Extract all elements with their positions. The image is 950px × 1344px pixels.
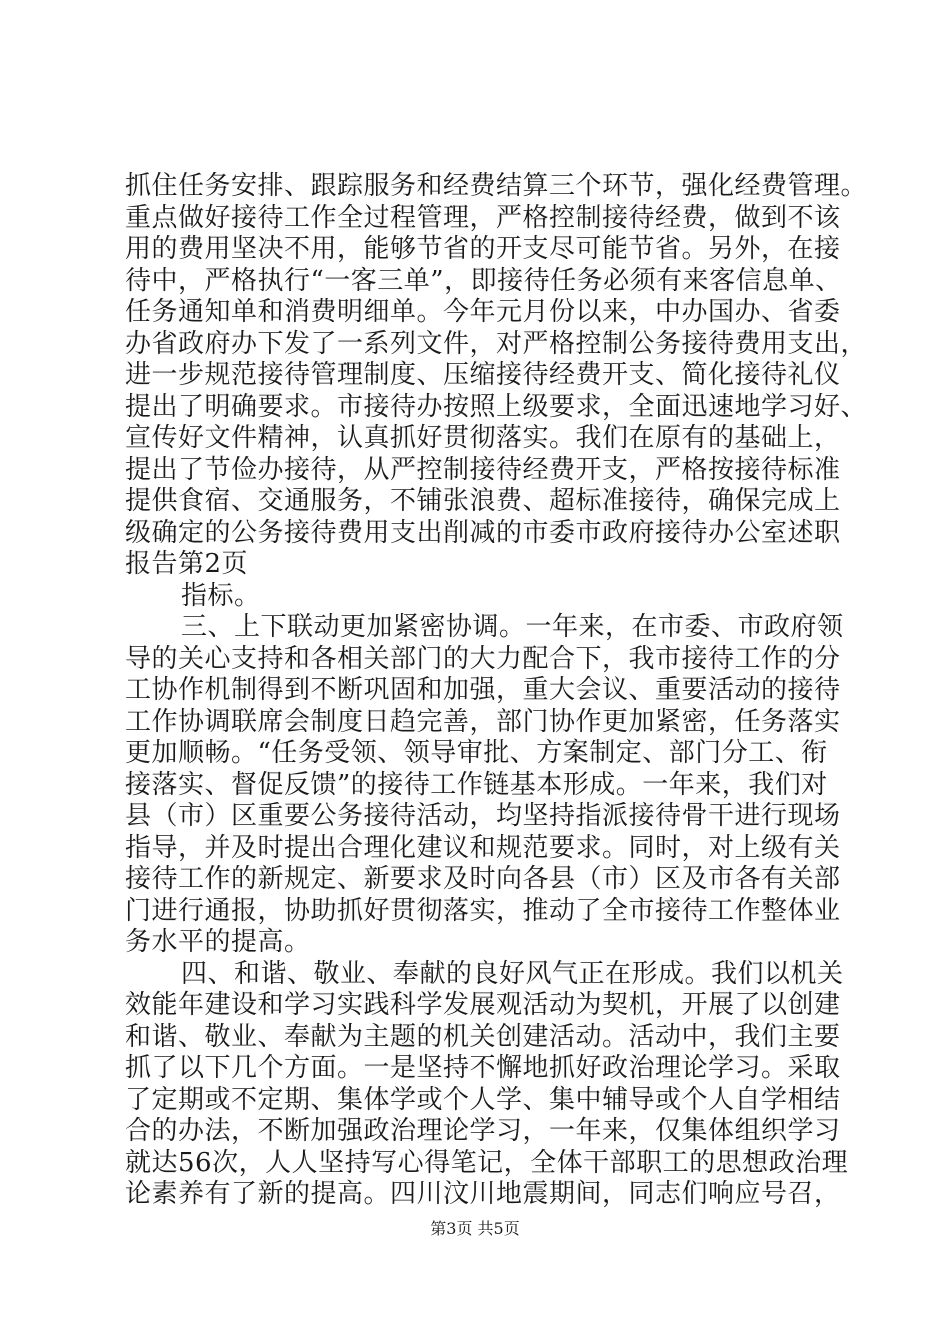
text-line: 合的办法，不断加强政治理论学习，一年来，仅集体组织学习 (125, 1116, 841, 1146)
text-line: 务水平的提高。 (125, 927, 311, 957)
text-line: 效能年建设和学习实践科学发展观活动为契机，开展了以创建 (125, 990, 841, 1020)
text-line: 了定期或不定期、集体学或个人学、集中辅导或个人自学相结 (125, 1084, 841, 1115)
text-line: 县（市）区重要公务接待活动，均坚持指派接待骨干进行现场 (125, 801, 841, 831)
text-line: 报告第2页 (125, 549, 249, 579)
text-line: 导的关心支持和各相关部门的大力配合下，我市接待工作的分 (125, 643, 841, 674)
text-line: 办省政府办下发了一系列文件，对严格控制公务接待费用支出， (125, 328, 868, 359)
page-footer: 第3页 共5页 (430, 1219, 520, 1238)
text-line: 接落实、督促反馈”的接待工作链基本形成。一年来，我们对 (125, 769, 828, 800)
text-line: 提供食宿、交通服务，不铺张浪费、超标准接待，确保完成上 (125, 486, 841, 516)
text-line: 工协作机制得到不断巩固和加强，重大会议、重要活动的接待 (125, 675, 841, 705)
text-line: 更加顺畅。“任务受领、领导审批、方案制定、部门分工、衔 (125, 738, 828, 768)
document-body (125, 171, 868, 1211)
text-line: 门进行通报，协助抓好贯彻落实，推动了全市接待工作整体业 (125, 895, 841, 926)
text-line: 待中，严格执行“一客三单”，即接待任务必须有来客信息单、 (125, 265, 842, 296)
text-line: 提出了明确要求。市接待办按照上级要求，全面迅速地学习好、 (125, 391, 868, 422)
text-line: 论素养有了新的提高。四川汶川地震期间，同志们响应号召， (125, 1179, 841, 1209)
text-line: 和谐、敬业、奉献为主题的机关创建活动。活动中，我们主要 (125, 1021, 841, 1052)
text-line: 就达56次，人人坚持写心得笔记，全体干部职工的思想政治理 (125, 1147, 849, 1178)
text-line: 级确定的公务接待费用支出削减的市委市政府接待办公室述职 (125, 517, 841, 548)
text-line: 抓了以下几个方面。一是坚持不懈地抓好政治理论学习。采取 (125, 1053, 841, 1083)
text-line: 指标。 (181, 580, 261, 611)
text-line: 指导，并及时提出合理化建议和规范要求。同时，对上级有关 (125, 832, 841, 863)
text-line: 三、上下联动更加紧密协调。一年来，在市委、市政府领 (181, 612, 844, 642)
text-line: 工作协调联席会制度日趋完善，部门协作更加紧密，任务落实 (125, 706, 841, 737)
text-line: 接待工作的新规定、新要求及时向各县（市）区及市各有关部 (125, 864, 841, 894)
text-line: 重点做好接待工作全过程管理，严格控制接待经费，做到不该 (125, 202, 841, 233)
text-line: 宣传好文件精神，认真抓好贯彻落实。我们在原有的基础上， (125, 423, 841, 453)
text-line: 抓住任务安排、跟踪服务和经费结算三个环节，强化经费管理。 (125, 171, 868, 201)
text-line: 进一步规范接待管理制度、压缩接待经费开支、简化接待礼仪 (125, 360, 841, 390)
text-line: 四、和谐、敬业、奉献的良好风气正在形成。我们以机关 (181, 958, 844, 989)
text-line: 提出了节俭办接待，从严控制接待经费开支，严格按接待标准 (125, 454, 841, 485)
text-line: 任务通知单和消费明细单。今年元月份以来，中办国办、省委 (125, 297, 841, 327)
text-line: 用的费用坚决不用，能够节省的开支尽可能节省。另外，在接 (125, 234, 841, 264)
